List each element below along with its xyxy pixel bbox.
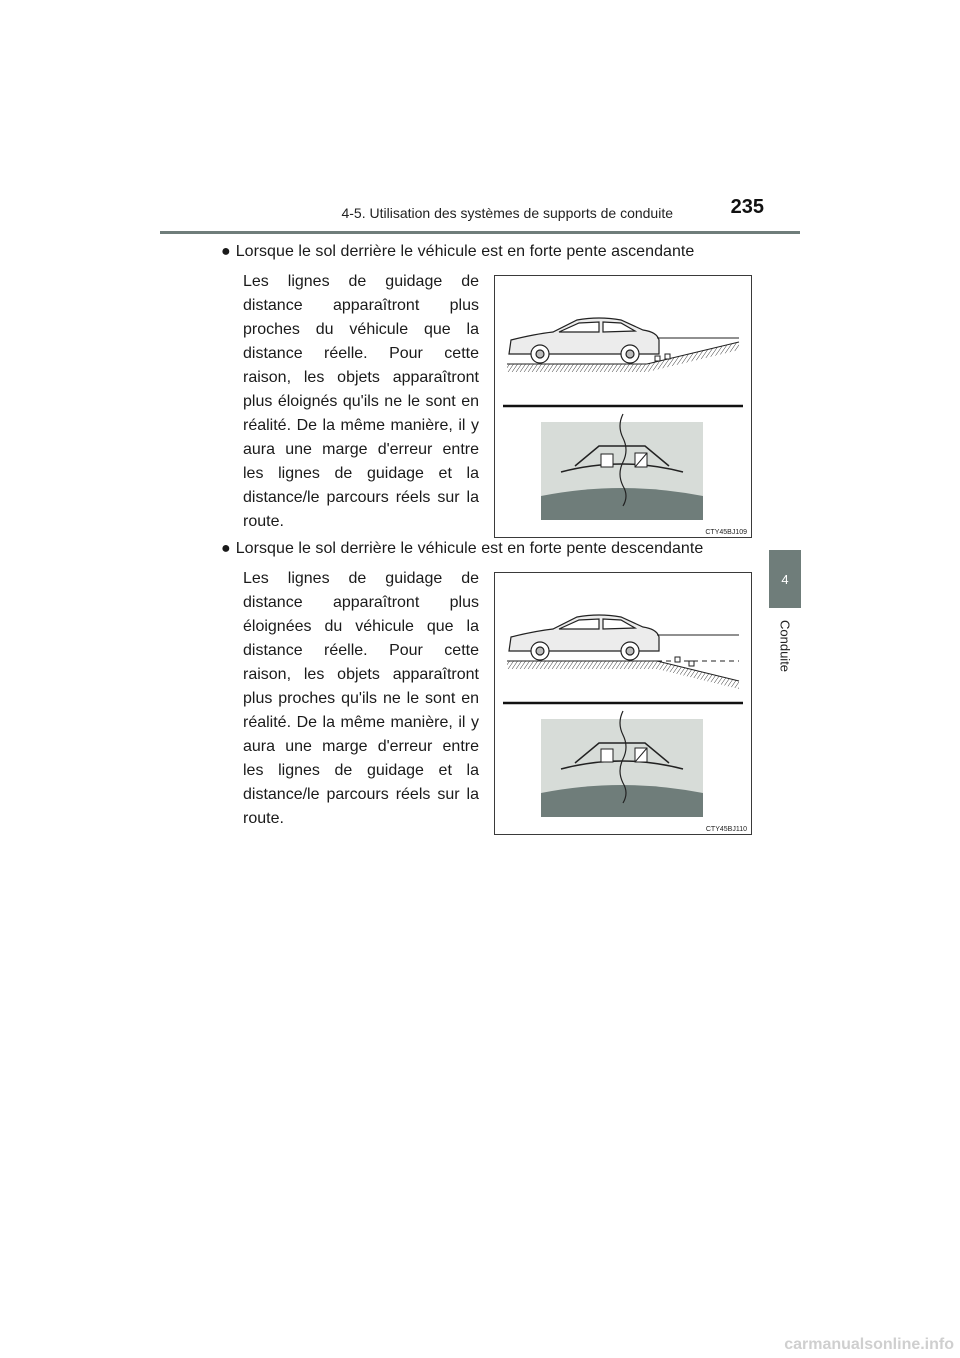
bullet-icon: ● — [221, 243, 231, 260]
paragraph-descending: Les lignes de guidage de distance apparaîtront plus éloignées du véhicule que la distance réelle. Pour cette raison, les objets apparaîtront plus proches qu'ils ne le sont en réalité. De la même manière, il y aura une marge d'erreur entre les lignes de guidage et la distance/le parcours réels sur la route. — [243, 570, 479, 827]
ascending-slope-illustration — [495, 276, 751, 537]
car-side-icon — [509, 318, 659, 363]
figure-code: CTY45BJ109 — [705, 529, 747, 536]
page-number: 235 — [730, 196, 764, 218]
chapter-number: 4 — [781, 571, 789, 587]
bullet-icon: ● — [221, 540, 231, 557]
figure-code: CTY45BJ110 — [705, 826, 747, 833]
descending-slope-illustration — [495, 573, 751, 834]
bullet-heading-descending: ● Lorsque le sol derrière le véhicule est en forte pente descendante — [221, 540, 704, 557]
car-side-icon — [509, 615, 659, 660]
chapter-label: Conduite — [777, 620, 793, 673]
section-title: 4-5. Utilisation des systèmes de supports de conduite — [341, 205, 673, 221]
figure-descending-slope — [494, 572, 752, 835]
chapter-tab[interactable] — [769, 550, 801, 608]
watermark: carmanualsonline.info — [784, 1336, 954, 1353]
paragraph-ascending: Les lignes de guidage de distance apparaîtront plus proches du véhicule que la distance réelle. Pour cette raison, les objets apparaîtront plus éloignés qu'ils ne le sont en réalité. De la même manière, il y aura une marge d'erreur entre les lignes de guidage et la distance/le parcours réels sur la route. — [243, 273, 479, 530]
header-divider — [160, 231, 800, 234]
figure-ascending-slope — [494, 275, 752, 538]
bullet-heading-ascending: ● Lorsque le sol derrière le véhicule est en forte pente ascendante — [221, 243, 695, 260]
